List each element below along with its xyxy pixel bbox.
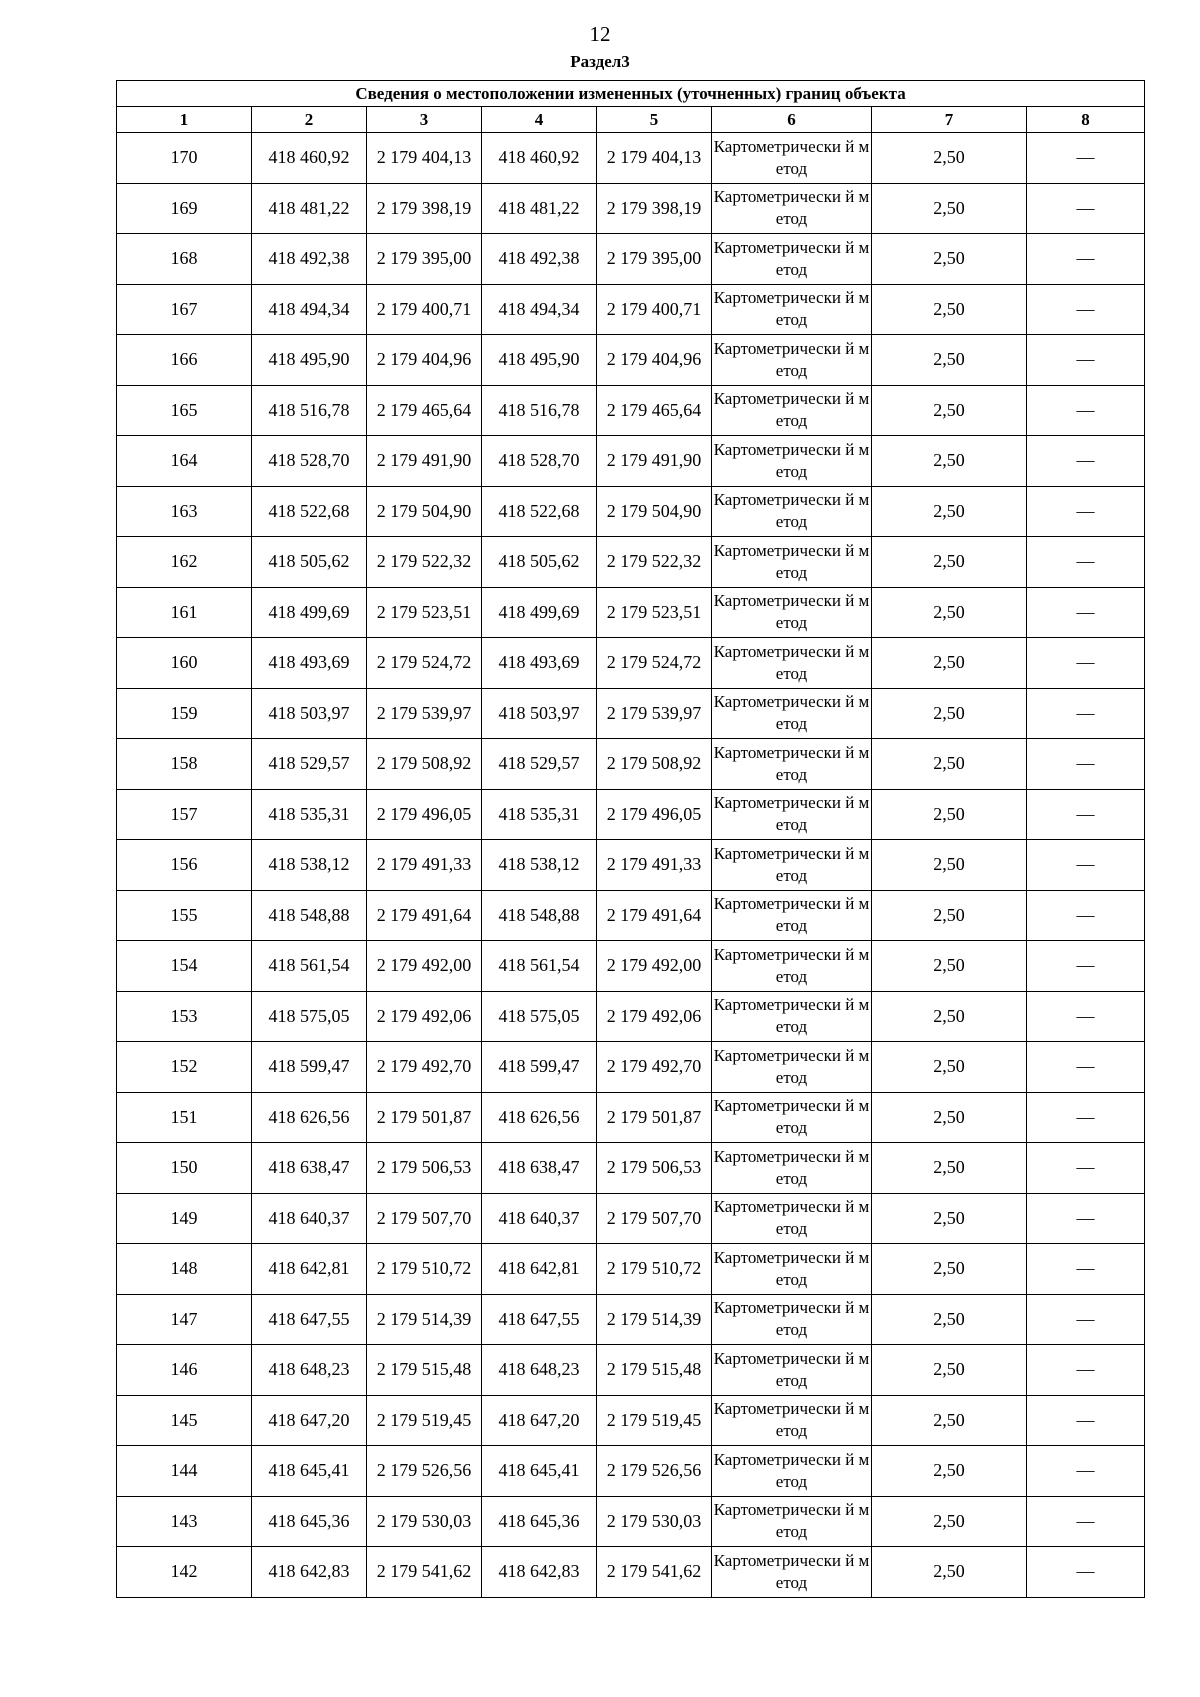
coordinate-x-cell: 418 494,34: [252, 284, 367, 335]
method-cell: Картометрически й метод: [712, 436, 872, 487]
note-cell: —: [1027, 1345, 1145, 1396]
accuracy-cell: 2,50: [872, 1244, 1027, 1295]
table-row: [117, 284, 1145, 335]
table-row: [117, 587, 1145, 638]
coordinate-x-cell: 418 645,36: [252, 1496, 367, 1547]
coordinate-x-cell: 418 495,90: [252, 335, 367, 386]
table-caption: Сведения о местоположении измененных (уточненных) границ объекта: [117, 81, 1145, 107]
coordinate-y-cell: 2 179 519,45: [367, 1395, 482, 1446]
coordinate-x-cell: 418 548,88: [252, 890, 367, 941]
table-row: [117, 183, 1145, 234]
table-row: [117, 688, 1145, 739]
coordinate-y-cell: 2 179 395,00: [597, 234, 712, 285]
accuracy-cell: 2,50: [872, 1193, 1027, 1244]
coordinate-x-cell: 418 493,69: [482, 638, 597, 689]
coordinate-y-cell: 2 179 404,13: [597, 133, 712, 184]
accuracy-cell: 2,50: [872, 183, 1027, 234]
note-cell: —: [1027, 1092, 1145, 1143]
point-number-cell: 159: [117, 688, 252, 739]
coordinate-y-cell: 2 179 514,39: [367, 1294, 482, 1345]
coordinate-x-cell: 418 648,23: [482, 1345, 597, 1396]
coordinate-x-cell: 418 481,22: [482, 183, 597, 234]
point-number-cell: 154: [117, 941, 252, 992]
table-row: [117, 890, 1145, 941]
coordinate-y-cell: 2 179 492,00: [597, 941, 712, 992]
note-cell: —: [1027, 1193, 1145, 1244]
note-cell: —: [1027, 335, 1145, 386]
point-number-cell: 145: [117, 1395, 252, 1446]
method-cell: Картометрически й метод: [712, 1496, 872, 1547]
coordinate-x-cell: 418 638,47: [482, 1143, 597, 1194]
accuracy-cell: 2,50: [872, 739, 1027, 790]
coordinate-x-cell: 418 493,69: [252, 638, 367, 689]
coordinate-y-cell: 2 179 501,87: [367, 1092, 482, 1143]
method-cell: Картометрически й метод: [712, 789, 872, 840]
coordinate-x-cell: 418 499,69: [252, 587, 367, 638]
note-cell: —: [1027, 486, 1145, 537]
column-number-row: [117, 107, 1145, 133]
coordinate-x-cell: 418 535,31: [252, 789, 367, 840]
accuracy-cell: 2,50: [872, 385, 1027, 436]
coordinate-y-cell: 2 179 506,53: [367, 1143, 482, 1194]
accuracy-cell: 2,50: [872, 1496, 1027, 1547]
point-number-cell: 151: [117, 1092, 252, 1143]
accuracy-cell: 2,50: [872, 1092, 1027, 1143]
coordinate-y-cell: 2 179 491,90: [367, 436, 482, 487]
coordinate-y-cell: 2 179 530,03: [367, 1496, 482, 1547]
table-row: [117, 486, 1145, 537]
coordinate-y-cell: 2 179 541,62: [367, 1547, 482, 1598]
coordinate-x-cell: 418 647,55: [482, 1294, 597, 1345]
coordinate-y-cell: 2 179 496,05: [597, 789, 712, 840]
coordinate-y-cell: 2 179 508,92: [597, 739, 712, 790]
coordinate-y-cell: 2 179 526,56: [597, 1446, 712, 1497]
point-number-cell: 170: [117, 133, 252, 184]
accuracy-cell: 2,50: [872, 335, 1027, 386]
method-cell: Картометрически й метод: [712, 1345, 872, 1396]
point-number-cell: 162: [117, 537, 252, 588]
point-number-cell: 156: [117, 840, 252, 891]
table-row: [117, 537, 1145, 588]
method-cell: Картометрически й метод: [712, 133, 872, 184]
method-cell: Картометрически й метод: [712, 1092, 872, 1143]
coordinate-y-cell: 2 179 492,00: [367, 941, 482, 992]
coordinate-x-cell: 418 638,47: [252, 1143, 367, 1194]
accuracy-cell: 2,50: [872, 1446, 1027, 1497]
method-cell: Картометрически й метод: [712, 385, 872, 436]
accuracy-cell: 2,50: [872, 941, 1027, 992]
coordinate-x-cell: 418 495,90: [482, 335, 597, 386]
coordinate-y-cell: 2 179 496,05: [367, 789, 482, 840]
coordinate-x-cell: 418 642,81: [482, 1244, 597, 1295]
coordinate-x-cell: 418 522,68: [252, 486, 367, 537]
coordinate-y-cell: 2 179 492,70: [597, 1042, 712, 1093]
coordinate-y-cell: 2 179 523,51: [597, 587, 712, 638]
coordinate-y-cell: 2 179 404,96: [367, 335, 482, 386]
method-cell: Картометрически й метод: [712, 1446, 872, 1497]
coordinate-y-cell: 2 179 465,64: [367, 385, 482, 436]
coordinate-x-cell: 418 642,81: [252, 1244, 367, 1295]
table-row: [117, 385, 1145, 436]
coordinate-x-cell: 418 494,34: [482, 284, 597, 335]
note-cell: —: [1027, 739, 1145, 790]
accuracy-cell: 2,50: [872, 587, 1027, 638]
note-cell: —: [1027, 537, 1145, 588]
point-number-cell: 164: [117, 436, 252, 487]
method-cell: Картометрически й метод: [712, 486, 872, 537]
method-cell: Картометрически й метод: [712, 234, 872, 285]
coordinate-y-cell: 2 179 504,90: [597, 486, 712, 537]
note-cell: —: [1027, 234, 1145, 285]
coordinate-y-cell: 2 179 398,19: [597, 183, 712, 234]
table-row: [117, 1547, 1145, 1598]
coordinate-x-cell: 418 647,20: [482, 1395, 597, 1446]
point-number-cell: 167: [117, 284, 252, 335]
table-body: [117, 133, 1145, 1598]
table-row: [117, 991, 1145, 1042]
point-number-cell: 148: [117, 1244, 252, 1295]
coordinate-y-cell: 2 179 510,72: [597, 1244, 712, 1295]
accuracy-cell: 2,50: [872, 436, 1027, 487]
coordinate-y-cell: 2 179 526,56: [367, 1446, 482, 1497]
point-number-cell: 144: [117, 1446, 252, 1497]
coordinate-x-cell: 418 548,88: [482, 890, 597, 941]
coordinate-y-cell: 2 179 492,06: [367, 991, 482, 1042]
table-row: [117, 1244, 1145, 1295]
coordinate-y-cell: 2 179 400,71: [367, 284, 482, 335]
note-cell: —: [1027, 941, 1145, 992]
coordinate-x-cell: 418 535,31: [482, 789, 597, 840]
accuracy-cell: 2,50: [872, 1395, 1027, 1446]
coordinate-y-cell: 2 179 541,62: [597, 1547, 712, 1598]
method-cell: Картометрически й метод: [712, 638, 872, 689]
coordinate-y-cell: 2 179 522,32: [597, 537, 712, 588]
point-number-cell: 143: [117, 1496, 252, 1547]
coordinate-y-cell: 2 179 400,71: [597, 284, 712, 335]
column-number: 6: [712, 107, 872, 133]
coordinate-x-cell: 418 642,83: [482, 1547, 597, 1598]
coordinate-y-cell: 2 179 404,96: [597, 335, 712, 386]
method-cell: Картометрически й метод: [712, 1294, 872, 1345]
method-cell: Картометрически й метод: [712, 537, 872, 588]
note-cell: —: [1027, 587, 1145, 638]
accuracy-cell: 2,50: [872, 1547, 1027, 1598]
coordinate-x-cell: 418 561,54: [252, 941, 367, 992]
accuracy-cell: 2,50: [872, 537, 1027, 588]
accuracy-cell: 2,50: [872, 789, 1027, 840]
coordinate-y-cell: 2 179 508,92: [367, 739, 482, 790]
note-cell: —: [1027, 183, 1145, 234]
table-row: [117, 1143, 1145, 1194]
table-row: [117, 1395, 1145, 1446]
coordinate-x-cell: 418 522,68: [482, 486, 597, 537]
coordinate-y-cell: 2 179 524,72: [597, 638, 712, 689]
method-cell: Картометрически й метод: [712, 991, 872, 1042]
coordinate-y-cell: 2 179 491,90: [597, 436, 712, 487]
coordinate-y-cell: 2 179 404,13: [367, 133, 482, 184]
coordinate-y-cell: 2 179 522,32: [367, 537, 482, 588]
accuracy-cell: 2,50: [872, 486, 1027, 537]
coordinate-y-cell: 2 179 519,45: [597, 1395, 712, 1446]
table-row: [117, 1496, 1145, 1547]
coordinate-y-cell: 2 179 492,06: [597, 991, 712, 1042]
table-row: [117, 789, 1145, 840]
point-number-cell: 150: [117, 1143, 252, 1194]
coordinate-x-cell: 418 626,56: [252, 1092, 367, 1143]
note-cell: —: [1027, 133, 1145, 184]
method-cell: Картометрически й метод: [712, 335, 872, 386]
coordinate-x-cell: 418 538,12: [482, 840, 597, 891]
coordinate-y-cell: 2 179 398,19: [367, 183, 482, 234]
coordinate-x-cell: 418 645,36: [482, 1496, 597, 1547]
coordinate-y-cell: 2 179 507,70: [597, 1193, 712, 1244]
coordinate-x-cell: 418 642,83: [252, 1547, 367, 1598]
table-row: [117, 133, 1145, 184]
column-number: 1: [117, 107, 252, 133]
method-cell: Картометрически й метод: [712, 587, 872, 638]
column-number: 7: [872, 107, 1027, 133]
point-number-cell: 166: [117, 335, 252, 386]
page-number: 12: [589, 22, 611, 46]
point-number-cell: 153: [117, 991, 252, 1042]
table-row: [117, 234, 1145, 285]
note-cell: —: [1027, 1244, 1145, 1295]
coordinate-x-cell: 418 645,41: [482, 1446, 597, 1497]
point-number-cell: 163: [117, 486, 252, 537]
note-cell: —: [1027, 890, 1145, 941]
coordinate-x-cell: 418 647,20: [252, 1395, 367, 1446]
note-cell: —: [1027, 1496, 1145, 1547]
coordinate-x-cell: 418 575,05: [482, 991, 597, 1042]
coordinate-x-cell: 418 599,47: [252, 1042, 367, 1093]
column-number: 2: [252, 107, 367, 133]
point-number-cell: 165: [117, 385, 252, 436]
accuracy-cell: 2,50: [872, 1143, 1027, 1194]
coordinate-y-cell: 2 179 539,97: [597, 688, 712, 739]
coordinate-x-cell: 418 503,97: [252, 688, 367, 739]
note-cell: —: [1027, 840, 1145, 891]
method-cell: Картометрически й метод: [712, 183, 872, 234]
coordinate-y-cell: 2 179 492,70: [367, 1042, 482, 1093]
note-cell: —: [1027, 688, 1145, 739]
point-number-cell: 146: [117, 1345, 252, 1396]
coordinate-x-cell: 418 516,78: [482, 385, 597, 436]
accuracy-cell: 2,50: [872, 840, 1027, 891]
point-number-cell: 152: [117, 1042, 252, 1093]
accuracy-cell: 2,50: [872, 133, 1027, 184]
note-cell: —: [1027, 1395, 1145, 1446]
coordinate-y-cell: 2 179 523,51: [367, 587, 482, 638]
coordinate-x-cell: 418 647,55: [252, 1294, 367, 1345]
note-cell: —: [1027, 1143, 1145, 1194]
method-cell: Картометрически й метод: [712, 1547, 872, 1598]
coordinate-y-cell: 2 179 491,33: [367, 840, 482, 891]
method-cell: Картометрически й метод: [712, 840, 872, 891]
coordinate-x-cell: 418 575,05: [252, 991, 367, 1042]
coordinate-y-cell: 2 179 515,48: [597, 1345, 712, 1396]
method-cell: Картометрически й метод: [712, 284, 872, 335]
column-number: 8: [1027, 107, 1145, 133]
accuracy-cell: 2,50: [872, 1294, 1027, 1345]
accuracy-cell: 2,50: [872, 234, 1027, 285]
coordinate-y-cell: 2 179 514,39: [597, 1294, 712, 1345]
coordinates-table: [116, 80, 1145, 1598]
table-row: [117, 638, 1145, 689]
note-cell: —: [1027, 991, 1145, 1042]
coordinate-y-cell: 2 179 504,90: [367, 486, 482, 537]
table-row: [117, 1092, 1145, 1143]
table-row: [117, 1345, 1145, 1396]
coordinate-x-cell: 418 561,54: [482, 941, 597, 992]
note-cell: —: [1027, 1446, 1145, 1497]
coordinate-x-cell: 418 492,38: [252, 234, 367, 285]
method-cell: Картометрически й метод: [712, 1395, 872, 1446]
note-cell: —: [1027, 638, 1145, 689]
coordinate-x-cell: 418 505,62: [252, 537, 367, 588]
coordinate-y-cell: 2 179 506,53: [597, 1143, 712, 1194]
accuracy-cell: 2,50: [872, 284, 1027, 335]
method-cell: Картометрически й метод: [712, 688, 872, 739]
coordinate-x-cell: 418 599,47: [482, 1042, 597, 1093]
table-row: [117, 840, 1145, 891]
point-number-cell: 157: [117, 789, 252, 840]
coordinate-x-cell: 418 460,92: [252, 133, 367, 184]
method-cell: Картометрически й метод: [712, 1244, 872, 1295]
point-number-cell: 142: [117, 1547, 252, 1598]
coordinate-y-cell: 2 179 539,97: [367, 688, 482, 739]
table-row: [117, 335, 1145, 386]
note-cell: —: [1027, 385, 1145, 436]
table-row: [117, 941, 1145, 992]
point-number-cell: 169: [117, 183, 252, 234]
note-cell: —: [1027, 1294, 1145, 1345]
column-number: 4: [482, 107, 597, 133]
coordinate-y-cell: 2 179 507,70: [367, 1193, 482, 1244]
coordinate-x-cell: 418 516,78: [252, 385, 367, 436]
table-caption-row: [117, 81, 1145, 107]
coordinate-x-cell: 418 529,57: [252, 739, 367, 790]
accuracy-cell: 2,50: [872, 890, 1027, 941]
coordinate-x-cell: 418 528,70: [252, 436, 367, 487]
coordinate-y-cell: 2 179 501,87: [597, 1092, 712, 1143]
accuracy-cell: 2,50: [872, 991, 1027, 1042]
coordinate-y-cell: 2 179 491,33: [597, 840, 712, 891]
method-cell: Картометрически й метод: [712, 1042, 872, 1093]
coordinate-y-cell: 2 179 515,48: [367, 1345, 482, 1396]
method-cell: Картометрически й метод: [712, 941, 872, 992]
coordinate-x-cell: 418 626,56: [482, 1092, 597, 1143]
point-number-cell: 160: [117, 638, 252, 689]
table-row: [117, 1042, 1145, 1093]
accuracy-cell: 2,50: [872, 688, 1027, 739]
coordinate-x-cell: 418 538,12: [252, 840, 367, 891]
coordinate-y-cell: 2 179 395,00: [367, 234, 482, 285]
column-number: 3: [367, 107, 482, 133]
coordinate-x-cell: 418 505,62: [482, 537, 597, 588]
coordinate-x-cell: 418 503,97: [482, 688, 597, 739]
accuracy-cell: 2,50: [872, 1345, 1027, 1396]
coordinate-x-cell: 418 529,57: [482, 739, 597, 790]
note-cell: —: [1027, 789, 1145, 840]
table-row: [117, 1446, 1145, 1497]
coordinate-y-cell: 2 179 530,03: [597, 1496, 712, 1547]
coordinate-x-cell: 418 645,41: [252, 1446, 367, 1497]
coordinate-x-cell: 418 640,37: [482, 1193, 597, 1244]
coordinate-y-cell: 2 179 524,72: [367, 638, 482, 689]
coordinate-x-cell: 418 499,69: [482, 587, 597, 638]
table-row: [117, 1193, 1145, 1244]
coordinate-y-cell: 2 179 491,64: [597, 890, 712, 941]
coordinate-x-cell: 418 648,23: [252, 1345, 367, 1396]
point-number-cell: 155: [117, 890, 252, 941]
coordinate-y-cell: 2 179 465,64: [597, 385, 712, 436]
coordinate-y-cell: 2 179 491,64: [367, 890, 482, 941]
point-number-cell: 149: [117, 1193, 252, 1244]
coordinate-x-cell: 418 640,37: [252, 1193, 367, 1244]
method-cell: Картометрически й метод: [712, 1143, 872, 1194]
coordinate-x-cell: 418 492,38: [482, 234, 597, 285]
method-cell: Картометрически й метод: [712, 890, 872, 941]
point-number-cell: 161: [117, 587, 252, 638]
coordinate-y-cell: 2 179 510,72: [367, 1244, 482, 1295]
method-cell: Картометрически й метод: [712, 739, 872, 790]
method-cell: Картометрически й метод: [712, 1193, 872, 1244]
column-number: 5: [597, 107, 712, 133]
table-row: [117, 739, 1145, 790]
point-number-cell: 158: [117, 739, 252, 790]
table-row: [117, 1294, 1145, 1345]
accuracy-cell: 2,50: [872, 638, 1027, 689]
note-cell: —: [1027, 436, 1145, 487]
note-cell: —: [1027, 1042, 1145, 1093]
coordinate-x-cell: 418 528,70: [482, 436, 597, 487]
point-number-cell: 168: [117, 234, 252, 285]
point-number-cell: 147: [117, 1294, 252, 1345]
accuracy-cell: 2,50: [872, 1042, 1027, 1093]
note-cell: —: [1027, 1547, 1145, 1598]
coordinate-x-cell: 418 460,92: [482, 133, 597, 184]
section-title: Раздел3: [570, 52, 630, 71]
table-row: [117, 436, 1145, 487]
note-cell: —: [1027, 284, 1145, 335]
coordinate-x-cell: 418 481,22: [252, 183, 367, 234]
